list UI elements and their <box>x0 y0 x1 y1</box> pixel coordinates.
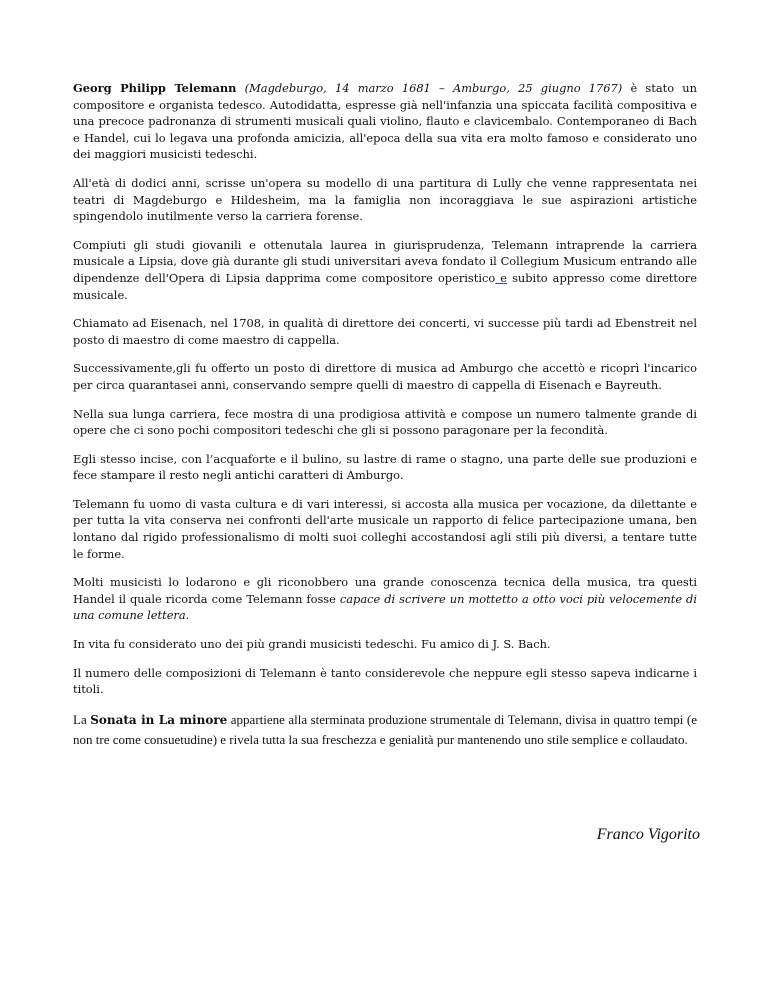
handel-quote: capace di scrivere un mottetto a otto voci più velocemente di una comune lettera. <box>73 591 697 623</box>
paragraph-3-linked-word: e <box>495 270 508 285</box>
paragraph-3-tail: subito appresso come direttore musicale. <box>73 270 697 302</box>
paragraph-9 <box>73 574 697 624</box>
document-body <box>73 80 697 762</box>
paragraph-11: Il numero delle composizioni di Telemann è tanto considerevole che neppure egli stesso sapeva indicarne i titoli. <box>73 665 697 697</box>
sonata-title: Sonata in La minore <box>90 712 228 727</box>
paragraph-5: Successivamente,gli fu offerto un posto di direttore di musica ad Amburgo che accettò e ricoprì l'incarico per circa quarantasei anni, conservando sempre quelli di maestro di cappella di Eisenach e Bayreuth. <box>73 361 697 392</box>
paragraph-4: Chiamato ad Eisenach, nel 1708, in qualità di direttore dei concerti, vi successe più tardi ad Ebenstreit nel posto di maestro di come maestro di cappella. <box>73 316 697 347</box>
composer-name: Georg Philipp Telemann <box>73 81 237 95</box>
paragraph-1-text: è stato un compositore e organista tedesco. Autodidatta, espresse già nell'infanzia una spiccata facilità compositiva e una precoce padronanza di strumenti musicali quali violino, flauto e clavicembalo. Contemporaneo di Bach e Handel, cui lo legava una profonda amicizia, all'epoca della sua vita era molto famoso e considerato uno dei maggiori musicisti tedeschi. <box>73 81 697 162</box>
paragraph-10: In vita fu considerato uno dei più grandi musicisti tedeschi. Fu amico di J. S. Bach. <box>73 637 551 652</box>
author-signature: Franco Vigorito <box>596 826 700 843</box>
composer-dates: (Magdeburgo, 14 marzo 1681 – Amburgo, 25 giugno 1767) <box>244 81 623 95</box>
paragraph-12 <box>73 710 697 750</box>
paragraph-3-text: Compiuti gli studi giovanili e ottenutala laurea in giurisprudenza, Telemann intraprende la carriera musicale a Lipsia, dove già durante gli studi universitari aveva fondato il Collegium Musicum entrando alle dipendenze dell'Opera di Lipsia dapprima come compositore operistico <box>73 237 697 285</box>
paragraph-3 <box>73 237 697 303</box>
paragraph-9-text: Molti musicisti lo lodarono e gli riconobbero una grande conoscenza tecnica della musica, tra questi Handel il quale ricorda come Telemann fosse <box>73 575 697 606</box>
paragraph-12-text: appartiene alla sterminata produzione strumentale di Telemann, divisa in quattro tempi (e non tre come consuetudine) e rivela tutta la sua freschezza e genialità pur mantenendo uno stile semplice e collaudato. <box>73 711 697 747</box>
paragraph-7: Egli stesso incise, con l’acquaforte e il bulino, su lastre di rame o stagno, una parte delle sue produzioni e fece stampare il resto negli antichi caratteri di Amburgo. <box>73 451 697 483</box>
paragraph-6: Nella sua lunga carriera, fece mostra di una prodigiosa attività e compose un numero talmente grande di opere che ci sono pochi compositori tedeschi che gli si possono paragonare per la fecondità. <box>73 406 697 438</box>
paragraph-1 <box>73 80 697 163</box>
paragraph-8: Telemann fu uomo di vasta cultura e di vari interessi, si accosta alla musica per vocazione, da dilettante e per tutta la vita conserva nei confronti dell'arte musicale un rapporto di felice partecipazione umana, ben lontano dal rigido professionalismo di molti suoi colleghi accostandosi agli stili più diversi, a tentare tutte le forme. <box>73 496 697 561</box>
paragraph-2: All'età di dodici anni, scrisse un'opera su modello di una partitura di Lully che venne rappresentata nei teatri di Magdeburgo e Hildesheim, ma la famiglia non incoraggiava le sue aspirazioni artistiche spingendolo inutilmente verso la carriera forense. <box>73 175 697 224</box>
paragraph-12-lead: La <box>73 711 91 727</box>
